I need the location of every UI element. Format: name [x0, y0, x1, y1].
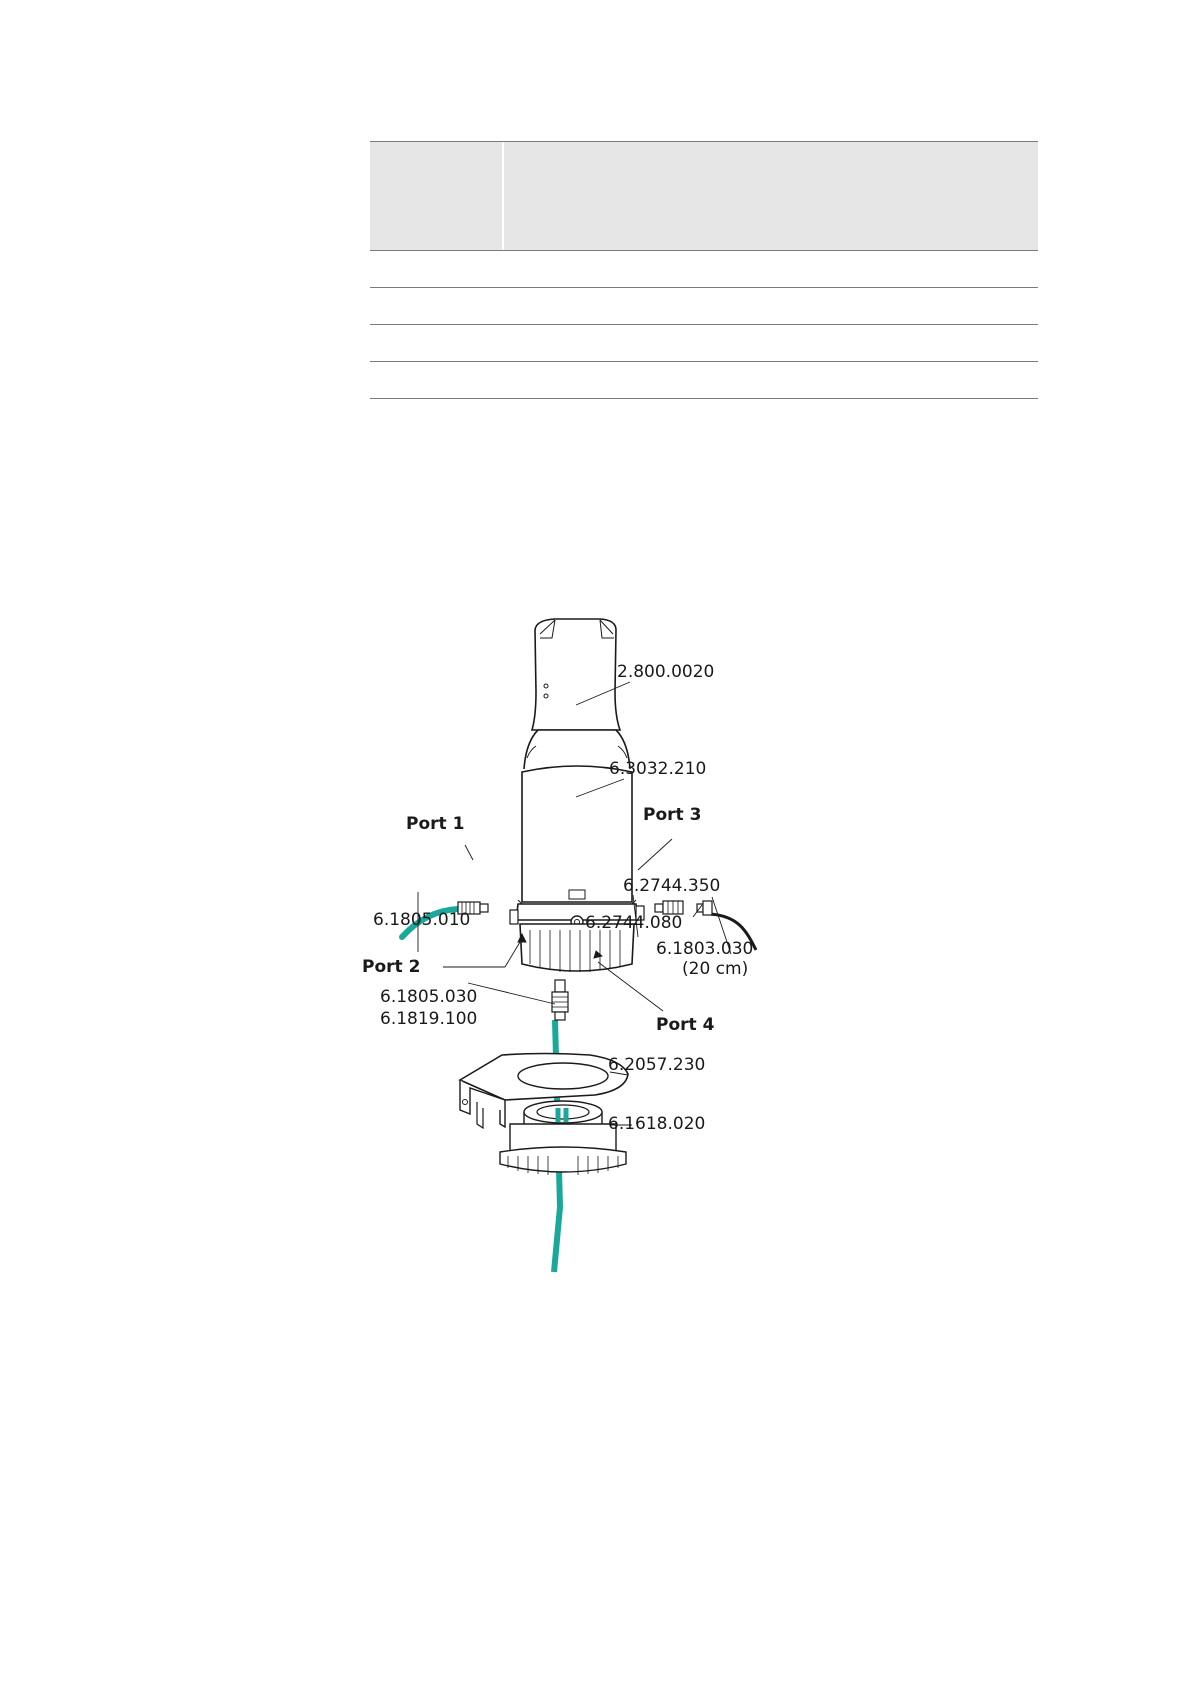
label-port-2: Port 2 — [362, 957, 421, 977]
table-row — [370, 251, 1038, 288]
bottle-adapter — [500, 1101, 626, 1175]
cylinder-body — [518, 766, 636, 904]
table-header-cell-2 — [502, 142, 1038, 250]
label-6-3032-210: 6.3032.210 — [609, 759, 707, 779]
dosing-unit-figure — [362, 612, 800, 1272]
label-6-1803-030: 6.1803.030 — [656, 939, 754, 959]
table-cell — [502, 362, 1038, 398]
table-row — [370, 325, 1038, 362]
table-cell — [502, 251, 1038, 287]
label-port-4: Port 4 — [656, 1015, 715, 1035]
label-20cm: (20 cm) — [682, 959, 749, 979]
parts-table — [370, 141, 1038, 399]
table-cell — [502, 325, 1038, 361]
label-2-800-0020: 2.800.0020 — [617, 662, 715, 682]
table-cell — [370, 325, 500, 361]
label-6-1805-030: 6.1805.030 — [380, 987, 478, 1007]
label-6-1618-020: 6.1618.020 — [608, 1114, 706, 1134]
table-cell — [502, 288, 1038, 324]
label-6-1805-010: 6.1805.010 — [373, 910, 471, 930]
fitting-port-2 — [552, 980, 568, 1020]
label-6-2057-230: 6.2057.230 — [608, 1055, 706, 1075]
label-6-2744-080: 6.2744.080 — [585, 913, 683, 933]
dosing-drive-housing — [524, 619, 630, 769]
table-cell — [370, 288, 500, 324]
table-cell — [370, 251, 500, 287]
label-6-1819-100: 6.1819.100 — [380, 1009, 478, 1029]
label-port-3: Port 3 — [643, 805, 702, 825]
label-port-1: Port 1 — [406, 814, 465, 834]
table-row — [370, 362, 1038, 399]
table-header-cell-1 — [370, 142, 500, 250]
table-cell — [370, 362, 500, 398]
label-6-2744-350: 6.2744.350 — [623, 876, 721, 896]
dosing-unit-illustration — [362, 612, 800, 1272]
table-header — [370, 141, 1038, 251]
table-row — [370, 288, 1038, 325]
